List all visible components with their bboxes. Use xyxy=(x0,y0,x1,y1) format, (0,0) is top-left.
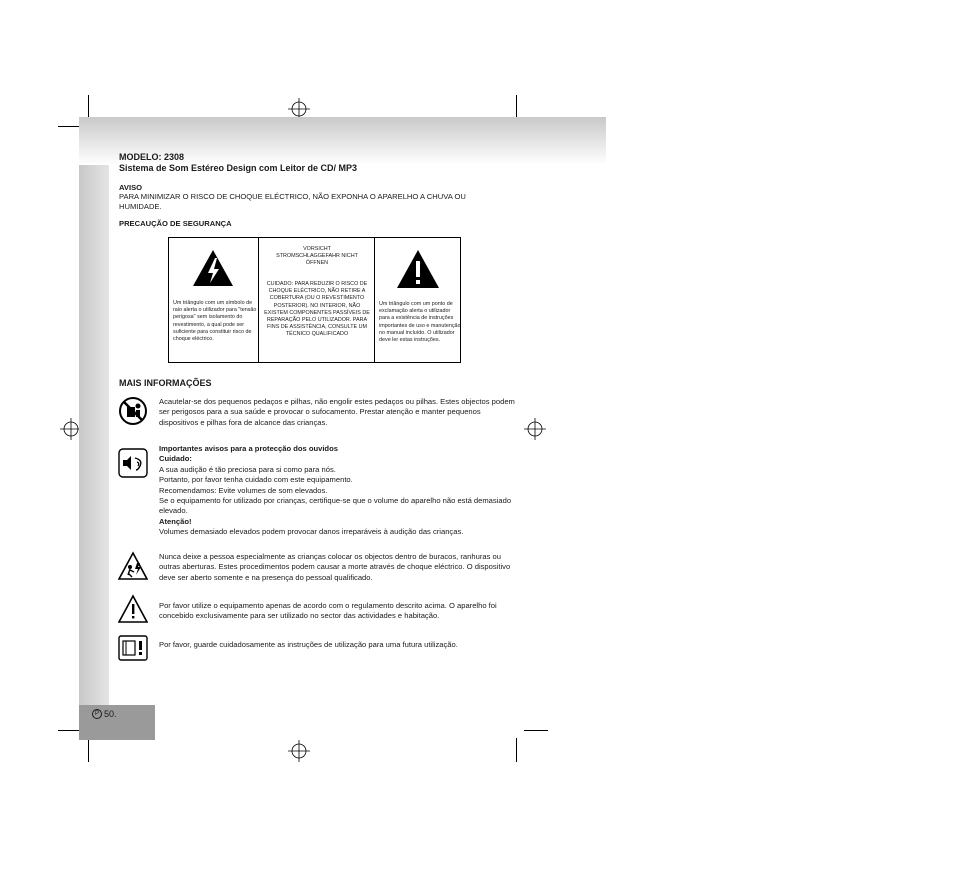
page-number-text: 50. xyxy=(104,709,117,719)
warning-text: PARA MINIMIZAR O RISCO DE CHOQUE ELÉCTRICO, NÃO EXPONHA O APARELHO A CHUVA OU HUMIDADE. xyxy=(119,192,466,212)
safety-title: PRECAUÇÃO DE SEGURANÇA xyxy=(119,219,232,228)
vorsicht-text: VORSICHT STROMSCHLAGGEFAHR NICHT ÖFFNEN xyxy=(276,246,358,267)
intended-use-note: Por favor utilize o equipamento apenas de acordo com o regulamento descrito acima. O aparelho foi concebido exclusivamente para ser utilizado no sector das actividades e habitação. xyxy=(159,601,497,621)
hearing-line: Portanto, por favor tenha cuidado com este equipamento. xyxy=(159,475,353,485)
crop-mark xyxy=(58,126,80,127)
safety-cell-exclamation xyxy=(375,238,460,362)
warning-title: AVISO xyxy=(119,183,143,192)
electric-shock-warning-icon xyxy=(118,551,148,581)
crop-mark xyxy=(524,730,548,731)
side-band xyxy=(79,165,109,705)
manual-keep-icon xyxy=(118,633,148,663)
model-title: MODELO: 2308 xyxy=(119,152,185,162)
hearing-caution-label: Cuidado: xyxy=(159,454,192,464)
registration-mark-bottom xyxy=(288,740,310,762)
crop-mark xyxy=(516,738,517,762)
no-swallow-icon xyxy=(118,396,148,426)
hearing-line: Recomendamos: Evite volumes de som elevados. xyxy=(159,485,328,495)
page-number xyxy=(92,709,117,719)
language-mark: P xyxy=(92,709,102,719)
hearing-line: A sua audição é tão preciosa para si como para nós. xyxy=(159,464,336,474)
more-info-title: MAIS INFORMAÇÕES xyxy=(119,378,212,388)
crop-mark xyxy=(58,730,80,731)
safety-cell-lightning xyxy=(169,238,259,362)
hearing-line: Volumes demasiado elevados podem provocar danos irreparáveis à audição das crianças. xyxy=(159,527,464,537)
registration-mark-right xyxy=(524,418,546,440)
keep-instructions-note: Por favor, guarde cuidadosamente as instruções de utilização para uma futura utilização. xyxy=(159,640,458,649)
crop-mark xyxy=(88,738,89,762)
hearing-line: Se o equipamento for utilizado por crianças, certifique-se que o volume do aparelho não está demasiado elevado. xyxy=(159,496,512,516)
caution-text: CUIDADO: PARA REDUZIR O RISCO DE CHOQUE ELÉCTRICO, NÃO RETIRE A COBERTURA (OU O REVESTIMENTO POSTERIOR). NO INTERIOR, NÃO EXISTEM COMPONENTES PASSÍVEIS DE REPARAÇÃO PELO UTILIZADOR. PARA FINS DE ASSISTÊNCIA, CONSULTE UM TÉCNICO QUALIFICADO xyxy=(264,281,370,338)
lightning-triangle-icon xyxy=(191,248,235,288)
small-parts-warning: Acautelar-se dos pequenos pedaços e pilhas, não engolir estes pedaços ou pilhas. Estes objectos podem ser perigosos para a sua saúde e provocar o sufocamento. Prestar atenção e manter pequenos dispositivos e pilhas fora de alcance das crianças. xyxy=(159,397,515,427)
exclamation-triangle-icon xyxy=(395,248,441,290)
lightning-description: Um triângulo com um símbolo de raio alerta o utilizador para "tensão perigosa" sem isolamento do revestimento, a qual pode ser suficiente para constituir risco de choque eléctrico. xyxy=(173,300,257,343)
page-tab xyxy=(79,705,155,740)
hearing-attention-label: Atenção! xyxy=(159,516,192,526)
general-warning-icon xyxy=(118,594,148,624)
exclamation-description: Um triângulo com um ponto de exclamação alerta o utilizador para a existência de instruções importantes de uso e manutenção no manual incluído. O utilizador deve ler estas instruções. xyxy=(379,301,461,344)
openings-warning: Nunca deixe a pessoa especialmente as crianças colocar os objectos dentro de buracos, ranhuras ou outras aberturas. Estes procedimentos podem causar a morte através de choque eléctrico. O dispositivo deve ser aberto somente e na presença do pessoal qualificado. xyxy=(159,552,511,582)
hearing-block xyxy=(159,444,521,538)
hearing-protection-icon xyxy=(118,448,148,478)
hearing-title: Importantes avisos para a protecção dos ouvidos xyxy=(159,444,338,453)
product-subtitle: Sistema de Som Estéreo Design com Leitor de CD/ MP3 xyxy=(119,163,358,173)
safety-cell-center xyxy=(259,238,375,362)
safety-table xyxy=(168,237,461,363)
